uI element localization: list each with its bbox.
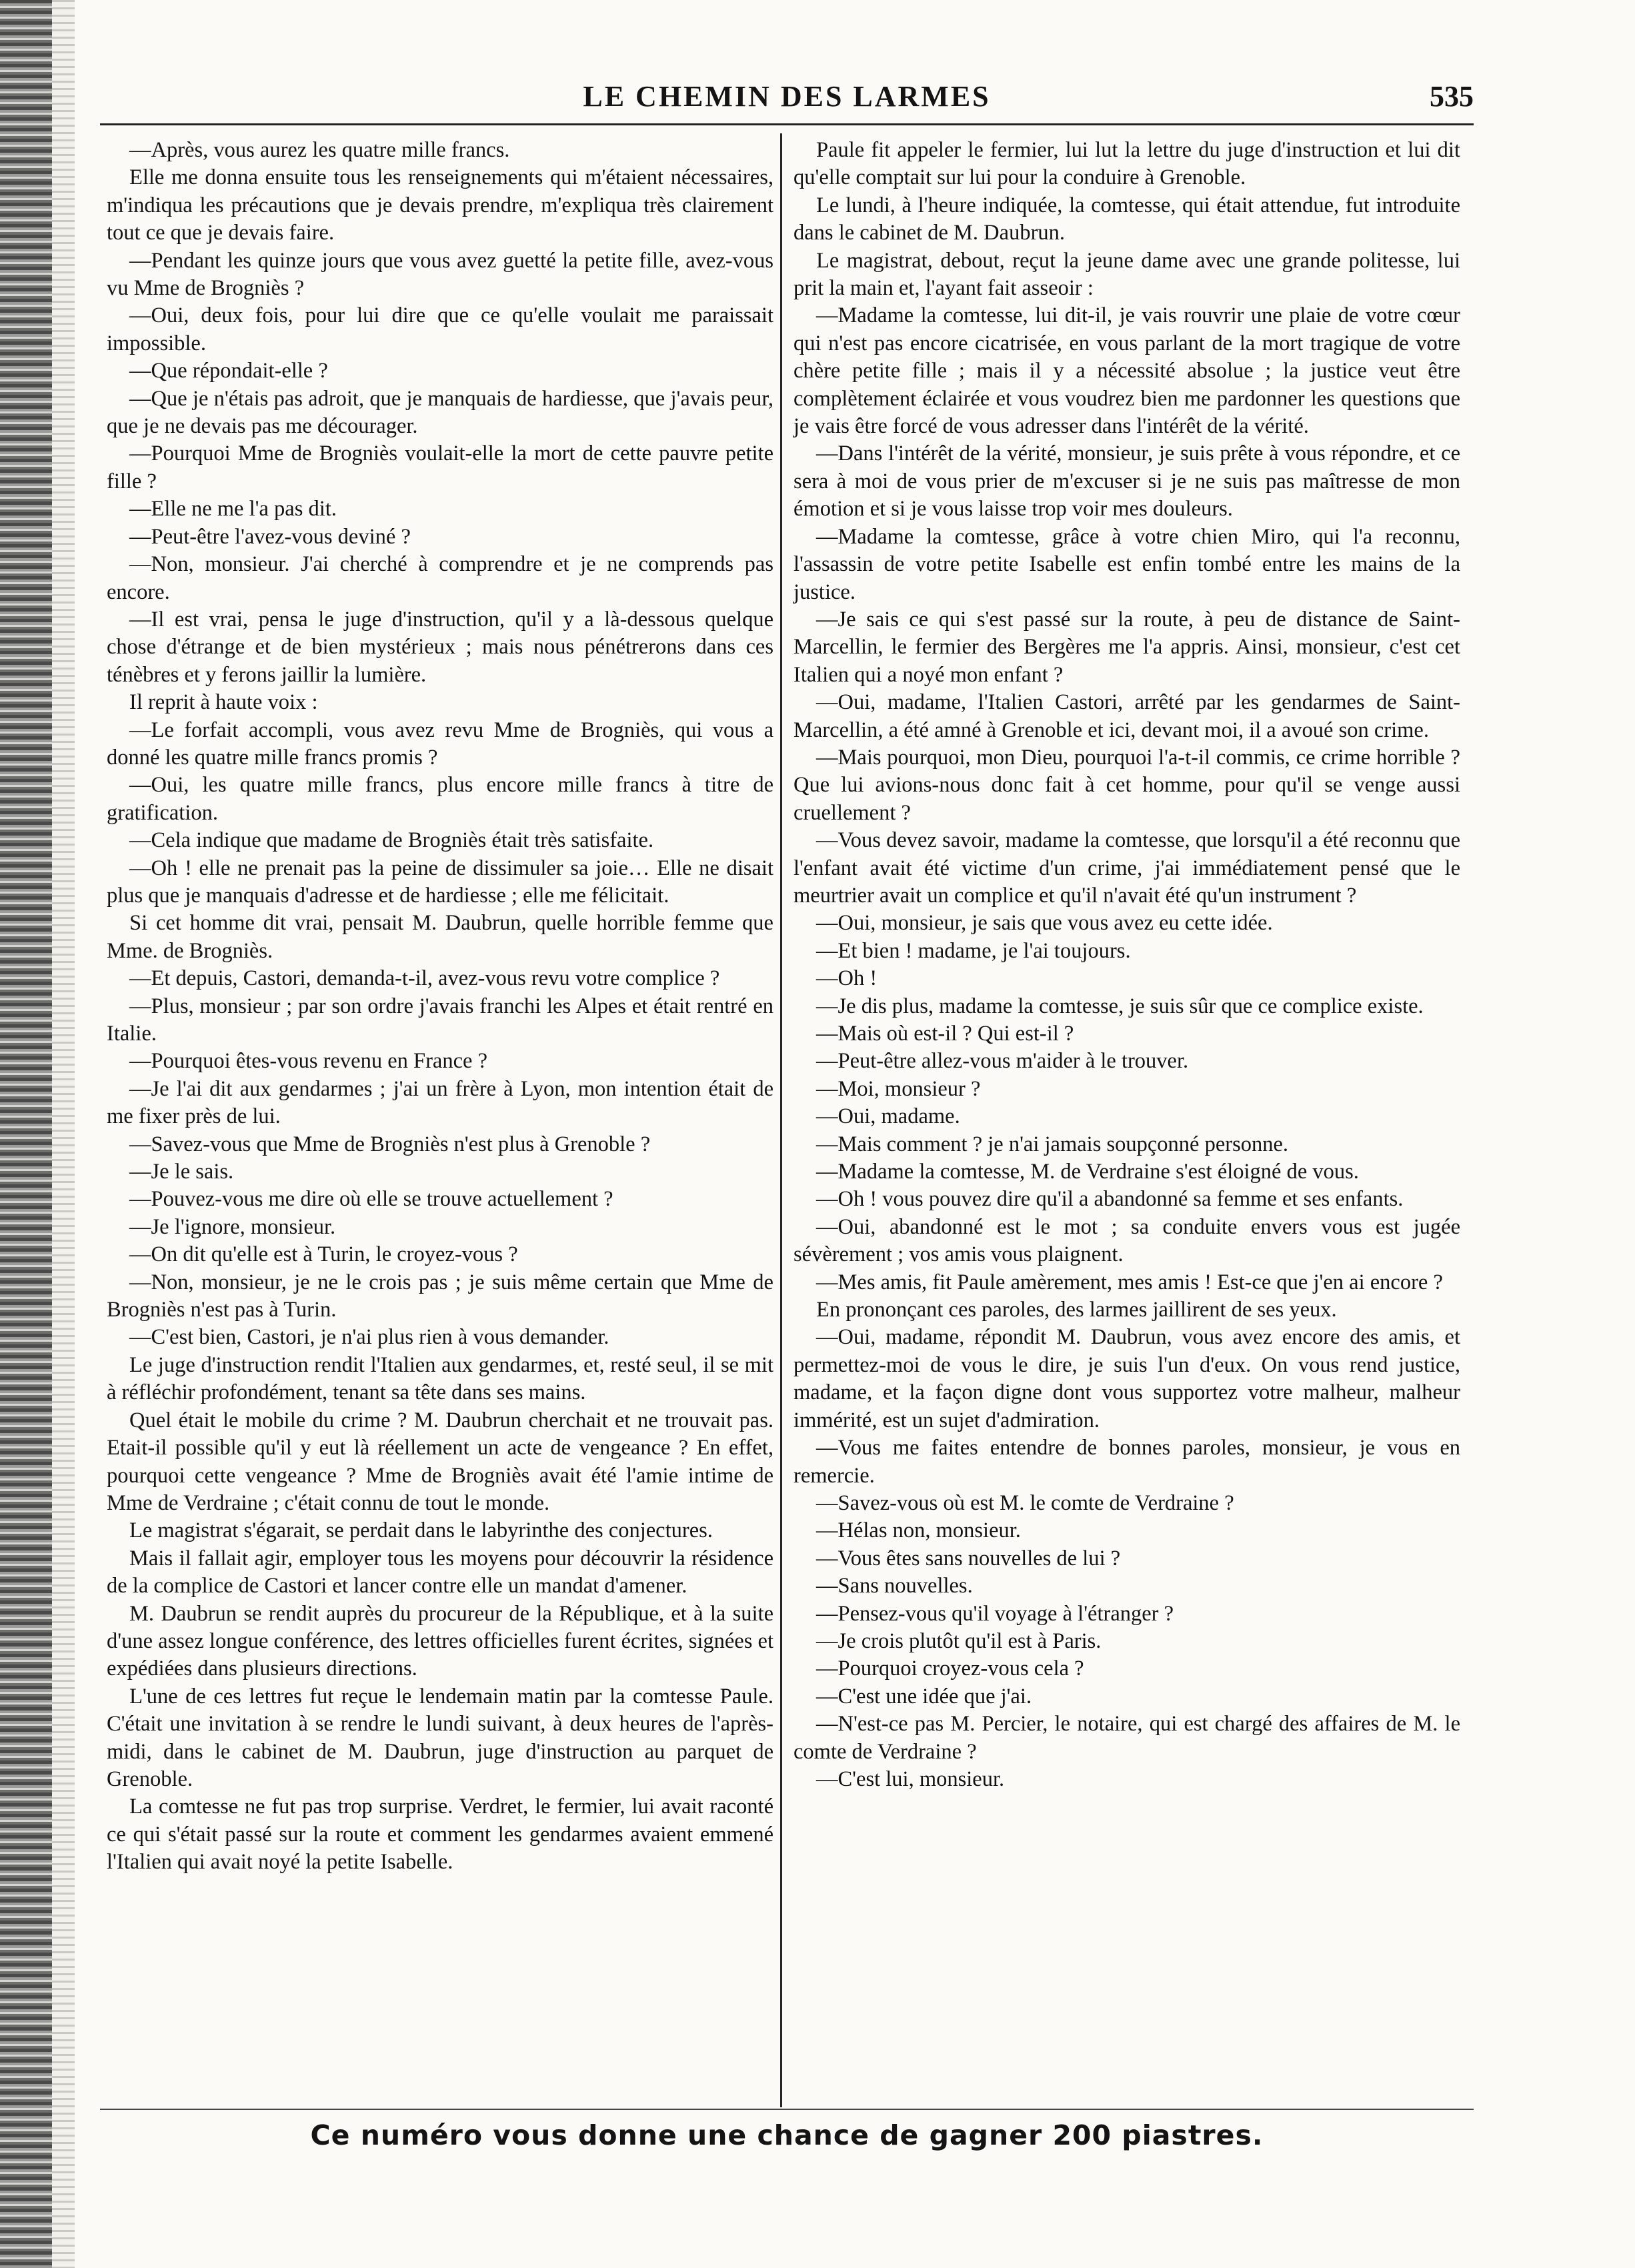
paragraph: —Pendant les quinze jours que vous avez guetté la petite fille, avez-vous vu Mme de Brogniès ? xyxy=(107,248,773,301)
paragraph: En prononçant ces paroles, des larmes jaillirent de ses yeux. xyxy=(816,1298,1337,1322)
paragraph: —Vous devez savoir, madame la comtesse, que lorsqu'il a été reconnu que l'enfant avait été victime d'un crime, j'ai immédiatement pensé que le meurtrier avait un complice et qu'il n'avait été qu'un instrument ? xyxy=(793,828,1460,908)
paragraph: —Cela indique que madame de Brogniès était très satisfaite. xyxy=(129,828,654,853)
paragraph: Le magistrat, debout, reçut la jeune dame avec une grande politesse, lui prit la main et, l'ayant fait asseoir : xyxy=(793,248,1460,301)
footer-promo-note: Ce numéro vous donne une chance de gagner 200 piastres. xyxy=(310,2119,1264,2151)
paragraph: L'une de ces lettres fut reçue le lendemain matin par la comtesse Paule. C'était une invitation à se rendre le lundi suivant, à deux heures de l'après-midi, dans le cabinet de M. Daubrun, juge d'instruction au parquet de Grenoble. xyxy=(107,1684,773,1791)
paragraph: —Elle ne me l'a pas dit. xyxy=(129,497,337,521)
paragraph: —C'est une idée que j'ai. xyxy=(816,1684,1032,1709)
paragraph: —Oh ! elle ne prenait pas la peine de dissimuler sa joie… Elle ne disait plus que je manquais d'adresse et de hardiesse ; elle me félicitait. xyxy=(107,856,773,908)
paragraph: —Moi, monsieur ? xyxy=(816,1076,981,1101)
paragraph: —Dans l'intérêt de la vérité, monsieur, je suis prête à vous répondre, et ce sera à moi de vous prier de m'excuser si je ne suis pas maîtresse de mon émotion et si je vous laisse trop voir mes douleurs. xyxy=(793,441,1460,521)
column-divider xyxy=(780,133,782,2107)
paragraph: —Oh ! xyxy=(816,966,878,991)
paragraph: —Peut-être allez-vous m'aider à le trouver. xyxy=(816,1049,1189,1074)
paragraph: —Mes amis, fit Paule amèrement, mes amis ! Est-ce que j'en ai encore ? xyxy=(816,1270,1443,1294)
paragraph: —Et bien ! madame, je l'ai toujours. xyxy=(816,938,1131,963)
paragraph: —Madame la comtesse, grâce à votre chien Miro, qui l'a reconnu, l'assassin de votre petite Isabelle est enfin tombé entre les mains de la justice. xyxy=(793,524,1460,604)
paragraph: —Oui, les quatre mille francs, plus encore mille francs à titre de gratification. xyxy=(107,773,773,825)
right-text-column xyxy=(793,137,1460,2107)
paragraph: —Mais pourquoi, mon Dieu, pourquoi l'a-t-il commis, ce crime horrible ? Que lui avions-nous donc fait à cet homme, pour qu'il se venge aussi cruellement ? xyxy=(793,745,1460,825)
paragraph: —Peut-être l'avez-vous deviné ? xyxy=(129,524,411,549)
binding-edge-scan xyxy=(0,0,52,2268)
paragraph: —Oui, madame, l'Italien Castori, arrêté par les gendarmes de Saint-Marcellin, a été amné à Grenoble et ici, devant moi, il a avoué son crime. xyxy=(793,690,1460,742)
paragraph: —Oui, abandonné est le mot ; sa conduite envers vous est jugée sévèrement ; vos amis vous plaignent. xyxy=(793,1214,1460,1267)
paragraph: —Mais où est-il ? Qui est-il ? xyxy=(816,1022,1074,1046)
paragraph: —C'est lui, monsieur. xyxy=(816,1767,1005,1791)
paragraph: —Oui, madame, répondit M. Daubrun, vous avez encore des amis, et permettez-moi de vous le dire, je suis l'un d'eux. On vous rend justice, madame, et la façon digne dont vous supportez votre malheur, malheur immérité, est un sujet d'admiration. xyxy=(793,1325,1460,1432)
paragraph: —Oh ! vous pouvez dire qu'il a abandonné sa femme et ses enfants. xyxy=(816,1187,1404,1212)
paragraph: Le magistrat s'égarait, se perdait dans le labyrinthe des conjectures. xyxy=(129,1518,713,1543)
paragraph: —Madame la comtesse, lui dit-il, je vais rouvrir une plaie de votre cœur qui n'est pas encore cicatrisée, en vous parlant de la mort tragique de votre chère petite fille ; mais il y a nécessité absolue ; la justice veut être complètement éclairée et vous voudrez bien me pardonner les questions que je vais être forcé de vous adresser dans l'intérêt de la vérité. xyxy=(793,303,1460,439)
running-title: LE CHEMIN DES LARMES xyxy=(583,80,991,113)
paragraph: —Pourquoi croyez-vous cela ? xyxy=(816,1656,1084,1681)
paragraph: —Pouvez-vous me dire où elle se trouve actuellement ? xyxy=(129,1187,613,1212)
page-number: 535 xyxy=(1430,80,1474,113)
paragraph: —Mais comment ? je n'ai jamais soupçonné personne. xyxy=(816,1132,1289,1156)
paragraph: —Que je n'étais pas adroit, que je manquais de hardiesse, que j'avais peur, que je ne devais pas me décourager. xyxy=(107,386,773,439)
paragraph: —Je dis plus, madame la comtesse, je suis sûr que ce complice existe. xyxy=(816,994,1424,1018)
paragraph: —Non, monsieur. J'ai cherché à comprendre et je ne comprends pas encore. xyxy=(107,552,773,604)
paragraph: —Que répondait-elle ? xyxy=(129,359,328,383)
paragraph: —Je le sais. xyxy=(129,1160,234,1184)
paragraph: Mais il fallait agir, employer tous les moyens pour découvrir la résidence de la complice de Castori et lancer contre elle un mandat d'amener. xyxy=(107,1546,773,1598)
paragraph: —N'est-ce pas M. Percier, le notaire, qui est chargé des affaires de M. le comte de Verdraine ? xyxy=(793,1712,1460,1764)
paragraph: —Oui, monsieur, je sais que vous avez eu cette idée. xyxy=(816,911,1273,936)
paragraph: —Je crois plutôt qu'il est à Paris. xyxy=(816,1628,1102,1653)
paragraph: —On dit qu'elle est à Turin, le croyez-vous ? xyxy=(129,1242,518,1267)
paragraph: —Je l'ai dit aux gendarmes ; j'ai un frère à Lyon, mon intention était de me fixer près de lui. xyxy=(107,1076,773,1129)
paragraph: Si cet homme dit vrai, pensait M. Daubrun, quelle horrible femme que Mme. de Brogniès. xyxy=(107,911,773,963)
paragraph: —Hélas non, monsieur. xyxy=(816,1518,1021,1543)
paragraph: —Pensez-vous qu'il voyage à l'étranger ? xyxy=(816,1601,1174,1626)
paragraph: Quel était le mobile du crime ? M. Daubrun cherchait et ne trouvait pas. Etait-il possible qu'il y eut là réellement un acte de vengeance ? En effet, pourquoi cette vengeance ? Mme de Brogniès avait été l'amie intime de Mme de Verdraine ; c'était connu de tout le monde. xyxy=(107,1408,773,1515)
paragraph: —Je sais ce qui s'est passé sur la route, à peu de distance de Saint-Marcellin, le fermier des Bergères me l'a appris. Ainsi, monsieur, c'est cet Italien qui a noyé mon enfant ? xyxy=(793,607,1460,687)
paragraph: Le juge d'instruction rendit l'Italien aux gendarmes, et, resté seul, il se mit à réfléchir profondément, tenant sa tête dans ses mains. xyxy=(107,1352,773,1405)
paragraph: —Le forfait accompli, vous avez revu Mme de Brogniès, qui vous a donné les quatre mille francs promis ? xyxy=(107,718,773,770)
paragraph: —Vous êtes sans nouvelles de lui ? xyxy=(816,1546,1121,1570)
paragraph: —Savez-vous où est M. le comte de Verdraine ? xyxy=(816,1490,1234,1515)
paragraph: Le lundi, à l'heure indiquée, la comtesse, qui était attendue, fut introduite dans le cabinet de M. Daubrun. xyxy=(793,193,1460,245)
paragraph: Il reprit à haute voix : xyxy=(129,690,318,715)
paragraph: —Plus, monsieur ; par son ordre j'avais franchi les Alpes et était rentré en Italie. xyxy=(107,994,773,1046)
paragraph: Paule fit appeler le fermier, lui lut la lettre du juge d'instruction et lui dit qu'elle comptait sur lui pour la conduire à Grenoble. xyxy=(793,138,1460,190)
paragraph: —Non, monsieur, je ne le crois pas ; je suis même certain que Mme de Brogniès n'est pas à Turin. xyxy=(107,1270,773,1322)
paragraph: —Oui, madame. xyxy=(816,1104,960,1129)
paragraph: M. Daubrun se rendit auprès du procureur de la République, et à la suite d'une assez longue conférence, des lettres officielles furent écrites, signées et expédiées dans plusieurs directions. xyxy=(107,1601,773,1681)
paragraph: —Savez-vous que Mme de Brogniès n'est plus à Grenoble ? xyxy=(129,1132,651,1156)
paragraph: —Il est vrai, pensa le juge d'instruction, qu'il y a là-dessous quelque chose d'étrange et de bien mystérieux ; mais nous pénétrerons dans ces ténèbres et y ferons jaillir la lumière. xyxy=(107,607,773,687)
page-gutter xyxy=(52,0,75,2268)
paragraph: —Après, vous aurez les quatre mille francs. xyxy=(129,138,510,162)
paragraph: —Sans nouvelles. xyxy=(816,1574,973,1598)
paragraph: —Et depuis, Castori, demanda-t-il, avez-vous revu votre complice ? xyxy=(129,966,720,991)
paragraph: —Pourquoi Mme de Brogniès voulait-elle la mort de cette pauvre petite fille ? xyxy=(107,441,773,493)
paragraph: —Vous me faites entendre de bonnes paroles, monsieur, je vous en remercie. xyxy=(793,1436,1460,1488)
paragraph: —Je l'ignore, monsieur. xyxy=(129,1214,336,1239)
left-text-column xyxy=(107,137,773,2107)
paragraph: —Pourquoi êtes-vous revenu en France ? xyxy=(129,1049,487,1074)
paragraph: —Madame la comtesse, M. de Verdraine s'est éloigné de vous. xyxy=(816,1160,1359,1184)
paragraph: Elle me donna ensuite tous les renseignements qui m'étaient nécessaires, m'indiqua les précautions que je devais prendre, m'expliqua très clairement tout ce que je devais faire. xyxy=(107,165,773,245)
paragraph: —Oui, deux fois, pour lui dire que ce qu'elle voulait me paraissait impossible. xyxy=(107,303,773,355)
bottom-rule xyxy=(100,2109,1474,2110)
page-header xyxy=(100,70,1474,125)
paragraph: La comtesse ne fut pas trop surprise. Verdret, le fermier, lui avait raconté ce qui s'était passé sur la route et comment les gendarmes avaient emmené l'Italien qui avait noyé la petite Isabelle. xyxy=(107,1795,773,1875)
paragraph: —C'est bien, Castori, je n'ai plus rien à vous demander. xyxy=(129,1325,609,1350)
